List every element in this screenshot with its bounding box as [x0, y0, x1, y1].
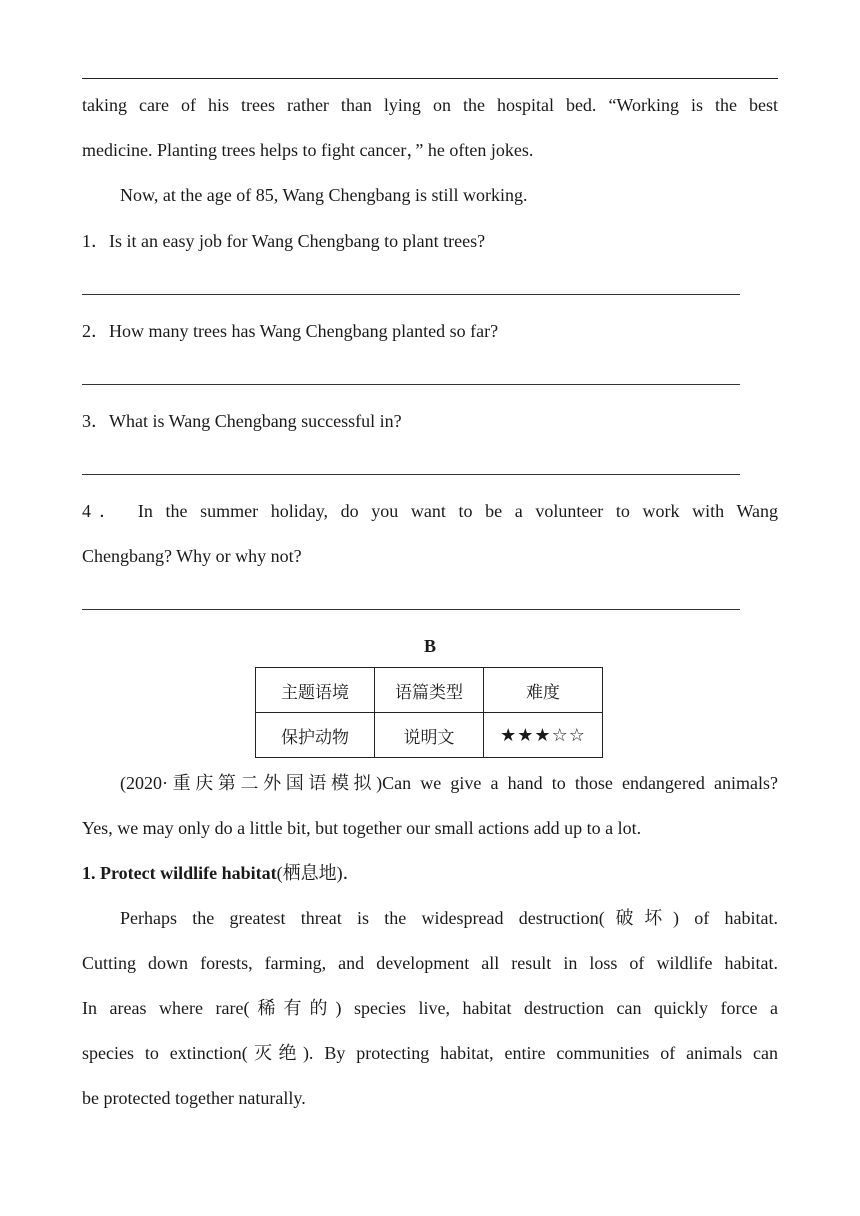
- question-2: 2．How many trees has Wang Chengbang planted so far?: [82, 321, 499, 341]
- table-header-cell: 主题语境: [256, 668, 375, 713]
- answer-line-1[interactable]: [82, 294, 740, 295]
- table-cell: 说明文: [375, 713, 484, 758]
- section-heading: B: [423, 636, 436, 656]
- intro-line: (2020·重庆第二外国语模拟)Can we give a hand to those endangered animals?: [120, 773, 778, 793]
- passage-line: medicine. Planting trees helps to fight cancer，” he often jokes.: [82, 140, 534, 160]
- paragraph-line: species to extinction(灭绝). By protecting habitat, entire communities of animals can: [82, 1043, 778, 1063]
- answer-line-4[interactable]: [82, 609, 740, 610]
- table-cell: 保护动物: [256, 713, 375, 758]
- point-heading-bold: 1. Protect wildlife habitat: [82, 863, 277, 883]
- paragraph-line: Perhaps the greatest threat is the widespread destruction(破坏) of habitat.: [120, 908, 778, 928]
- table-row: [256, 713, 603, 758]
- table-header-cell: 语篇类型: [375, 668, 484, 713]
- question-1: 1．Is it an easy job for Wang Chengbang to plant trees?: [82, 231, 486, 251]
- passage-line: Now, at the age of 85, Wang Chengbang is still working.: [120, 185, 528, 205]
- passage-info-table: [255, 667, 603, 758]
- difficulty-stars: ★★★☆☆: [484, 713, 603, 758]
- answer-line-2[interactable]: [82, 384, 740, 385]
- paragraph-line: In areas where rare(稀有的) species live, habitat destruction can quickly force a: [82, 998, 778, 1018]
- passage-line: taking care of his trees rather than lying on the hospital bed. “Working is the best: [82, 95, 778, 115]
- paragraph-line: be protected together naturally.: [82, 1088, 306, 1108]
- intro-line: Yes, we may only do a little bit, but together our small actions add up to a lot.: [82, 818, 642, 838]
- question-4-continued: Chengbang? Why or why not?: [82, 546, 302, 566]
- question-3: 3．What is Wang Chengbang successful in?: [82, 411, 402, 431]
- table-header-row: [256, 668, 603, 713]
- question-4: 4． In the summer holiday, do you want to be a volunteer to work with Wang: [82, 501, 778, 521]
- point-heading: [82, 861, 778, 885]
- answer-line-3[interactable]: [82, 474, 740, 475]
- paragraph-line: Cutting down forests, farming, and development all result in loss of wildlife habitat.: [82, 953, 778, 973]
- point-heading-gloss: (栖息地)．: [276, 863, 361, 883]
- header-rule: [82, 78, 778, 79]
- table-header-cell: 难度: [484, 668, 603, 713]
